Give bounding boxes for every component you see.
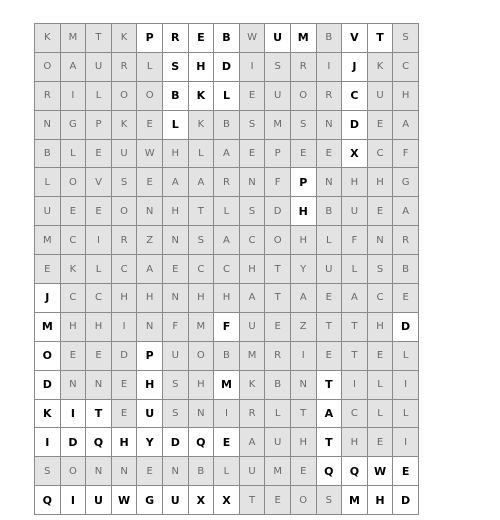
grid-cell[interactable]: N (137, 197, 163, 226)
grid-cell[interactable]: R (162, 24, 188, 53)
grid-row (35, 139, 419, 168)
grid-cell[interactable]: B (35, 139, 61, 168)
grid-cell[interactable]: U (239, 312, 265, 341)
grid-cell[interactable]: R (239, 399, 265, 428)
grid-cell[interactable]: A (60, 52, 86, 81)
grid-row (35, 428, 419, 457)
grid-cell[interactable]: T (342, 341, 368, 370)
grid-cell[interactable]: D (265, 197, 291, 226)
grid-cell[interactable]: E (265, 312, 291, 341)
grid-row (35, 52, 419, 81)
grid-cell[interactable]: T (367, 24, 393, 53)
grid-cell[interactable]: E (60, 341, 86, 370)
grid-cell[interactable]: X (188, 486, 214, 515)
grid-cell[interactable]: A (214, 226, 240, 255)
grid-cell[interactable]: U (316, 255, 342, 284)
grid-cell[interactable]: E (60, 197, 86, 226)
grid-cell[interactable]: L (35, 168, 61, 197)
grid-cell[interactable]: O (290, 486, 316, 515)
grid-cell[interactable]: N (162, 457, 188, 486)
grid-cell[interactable]: J (35, 284, 61, 313)
grid-cell[interactable]: K (35, 24, 61, 53)
grid-cell[interactable]: T (316, 428, 342, 457)
grid-row (35, 486, 419, 515)
grid-cell[interactable]: S (188, 226, 214, 255)
grid-cell[interactable]: R (214, 168, 240, 197)
grid-cell[interactable]: H (162, 139, 188, 168)
grid-row (35, 168, 419, 197)
grid-cell[interactable]: O (265, 226, 291, 255)
grid-cell[interactable]: B (162, 81, 188, 110)
grid-cell[interactable]: M (342, 486, 368, 515)
grid-cell[interactable]: V (342, 24, 368, 53)
grid-cell[interactable]: L (214, 81, 240, 110)
grid-row (35, 24, 419, 53)
grid-cell[interactable]: S (35, 457, 61, 486)
grid-cell[interactable]: T (316, 370, 342, 399)
grid-cell[interactable]: A (162, 168, 188, 197)
grid-cell[interactable]: K (239, 370, 265, 399)
grid-cell[interactable]: C (60, 226, 86, 255)
grid-cell[interactable]: W (367, 457, 393, 486)
grid-cell[interactable]: E (35, 255, 61, 284)
grid-cell[interactable]: H (214, 284, 240, 313)
grid-cell[interactable]: I (290, 341, 316, 370)
grid-cell[interactable]: R (111, 226, 137, 255)
grid-cell[interactable]: M (265, 110, 291, 139)
grid-cell[interactable]: A (239, 428, 265, 457)
grid-cell[interactable]: E (188, 24, 214, 53)
grid-cell[interactable]: S (290, 110, 316, 139)
grid-cell[interactable]: G (60, 110, 86, 139)
grid-cell[interactable]: R (35, 81, 61, 110)
grid-cell[interactable]: D (214, 52, 240, 81)
grid-cell[interactable]: N (239, 168, 265, 197)
grid-cell[interactable]: H (342, 168, 368, 197)
grid-cell[interactable]: K (188, 81, 214, 110)
grid-cell[interactable]: Y (290, 255, 316, 284)
grid-cell[interactable]: I (393, 428, 419, 457)
grid-cell[interactable]: K (188, 110, 214, 139)
grid-cell[interactable]: P (86, 110, 112, 139)
grid-cell[interactable]: S (239, 197, 265, 226)
grid-cell[interactable]: U (239, 457, 265, 486)
grid-cell[interactable]: H (290, 226, 316, 255)
grid-cell[interactable]: C (367, 139, 393, 168)
grid-cell[interactable]: T (342, 312, 368, 341)
grid-cell[interactable]: C (111, 255, 137, 284)
grid-cell[interactable]: N (137, 312, 163, 341)
grid-cell[interactable]: O (290, 81, 316, 110)
grid-cell[interactable]: B (214, 341, 240, 370)
grid-cell[interactable]: U (265, 81, 291, 110)
grid-cell[interactable]: N (316, 110, 342, 139)
grid-cell[interactable]: E (393, 284, 419, 313)
grid-cell[interactable]: H (60, 312, 86, 341)
grid-cell[interactable]: M (214, 370, 240, 399)
grid-cell[interactable]: E (290, 139, 316, 168)
grid-cell[interactable]: K (35, 399, 61, 428)
grid-cell[interactable]: O (111, 81, 137, 110)
grid-cell[interactable]: P (265, 139, 291, 168)
grid-cell[interactable]: V (86, 168, 112, 197)
grid-cell[interactable]: U (35, 197, 61, 226)
grid-cell[interactable]: H (367, 168, 393, 197)
grid-cell[interactable]: R (393, 226, 419, 255)
grid-cell[interactable]: D (162, 428, 188, 457)
grid-cell[interactable]: I (239, 52, 265, 81)
grid-cell[interactable]: N (162, 284, 188, 313)
grid-cell[interactable]: A (137, 255, 163, 284)
grid-cell[interactable]: L (367, 370, 393, 399)
grid-cell[interactable]: T (265, 255, 291, 284)
grid-cell[interactable]: P (290, 168, 316, 197)
grid-cell[interactable]: S (162, 399, 188, 428)
grid-cell[interactable]: T (239, 486, 265, 515)
grid-cell[interactable]: S (111, 168, 137, 197)
grid-cell[interactable]: U (86, 486, 112, 515)
grid-cell[interactable]: B (316, 197, 342, 226)
grid-row (35, 81, 419, 110)
grid-cell[interactable]: E (367, 428, 393, 457)
grid-cell[interactable]: M (239, 341, 265, 370)
grid-cell[interactable]: H (393, 81, 419, 110)
grid-cell[interactable]: H (162, 197, 188, 226)
grid-cell[interactable]: U (162, 486, 188, 515)
grid-cell[interactable]: H (86, 312, 112, 341)
grid-row (35, 110, 419, 139)
grid-cell[interactable]: L (393, 341, 419, 370)
grid-cell[interactable]: U (137, 399, 163, 428)
grid-cell[interactable]: T (86, 24, 112, 53)
grid-cell[interactable]: E (367, 197, 393, 226)
grid-cell[interactable]: E (162, 255, 188, 284)
grid-cell[interactable]: A (188, 168, 214, 197)
grid-cell[interactable]: E (393, 457, 419, 486)
grid-cell[interactable]: A (214, 139, 240, 168)
grid-cell[interactable]: L (86, 255, 112, 284)
grid-cell[interactable]: O (60, 168, 86, 197)
grid-cell[interactable]: D (111, 341, 137, 370)
grid-cell[interactable]: I (60, 81, 86, 110)
grid-cell[interactable]: I (214, 399, 240, 428)
grid-cell[interactable]: B (214, 24, 240, 53)
grid-row (35, 457, 419, 486)
grid-cell[interactable]: I (316, 52, 342, 81)
grid-cell[interactable]: H (342, 428, 368, 457)
grid-cell[interactable]: B (393, 255, 419, 284)
grid-cell[interactable]: J (342, 52, 368, 81)
grid-cell[interactable]: U (162, 341, 188, 370)
grid-cell[interactable]: Z (137, 226, 163, 255)
grid-cell[interactable]: C (393, 52, 419, 81)
grid-cell[interactable]: U (367, 81, 393, 110)
grid-cell[interactable]: L (393, 399, 419, 428)
grid-cell[interactable]: E (265, 486, 291, 515)
grid-cell[interactable]: Q (188, 428, 214, 457)
grid-cell[interactable]: X (214, 486, 240, 515)
grid-cell[interactable]: E (137, 110, 163, 139)
grid-cell[interactable]: E (239, 81, 265, 110)
grid-cell[interactable]: E (137, 457, 163, 486)
grid-cell[interactable]: O (60, 457, 86, 486)
grid-cell[interactable]: F (162, 312, 188, 341)
grid-cell[interactable]: H (188, 370, 214, 399)
grid-cell[interactable]: C (86, 284, 112, 313)
grid-cell[interactable]: S (162, 370, 188, 399)
grid-cell[interactable]: A (316, 399, 342, 428)
grid-cell[interactable]: I (342, 370, 368, 399)
grid-cell[interactable]: Q (342, 457, 368, 486)
grid-cell[interactable]: A (290, 284, 316, 313)
grid-cell[interactable]: D (342, 110, 368, 139)
grid-row (35, 255, 419, 284)
grid-cell[interactable]: N (86, 370, 112, 399)
grid-cell[interactable]: H (290, 197, 316, 226)
grid-cell[interactable]: L (342, 255, 368, 284)
grid-cell[interactable]: L (137, 52, 163, 81)
grid-cell[interactable]: Y (137, 428, 163, 457)
grid-cell[interactable]: F (393, 139, 419, 168)
grid-cell[interactable]: B (214, 110, 240, 139)
grid-cell[interactable]: F (214, 312, 240, 341)
grid-row (35, 312, 419, 341)
grid-cell[interactable]: S (367, 255, 393, 284)
grid-cell[interactable]: D (60, 428, 86, 457)
grid-cell[interactable]: D (35, 370, 61, 399)
grid-cell[interactable]: W (111, 486, 137, 515)
grid-cell[interactable]: R (111, 52, 137, 81)
grid-cell[interactable]: L (162, 110, 188, 139)
grid-cell[interactable]: G (137, 486, 163, 515)
grid-cell[interactable]: E (316, 284, 342, 313)
grid-row (35, 197, 419, 226)
grid-cell[interactable]: D (393, 312, 419, 341)
grid-cell[interactable]: O (188, 341, 214, 370)
grid-cell[interactable]: L (316, 226, 342, 255)
grid-cell[interactable]: E (111, 399, 137, 428)
grid-row (35, 284, 419, 313)
grid-cell[interactable]: H (367, 312, 393, 341)
grid-cell[interactable]: L (214, 457, 240, 486)
grid-cell[interactable]: R (316, 81, 342, 110)
grid-row (35, 370, 419, 399)
grid-cell[interactable]: M (265, 457, 291, 486)
grid-cell[interactable]: P (137, 341, 163, 370)
grid-cell[interactable]: N (290, 370, 316, 399)
grid-row (35, 399, 419, 428)
grid-cell[interactable]: U (265, 24, 291, 53)
grid-cell[interactable]: M (188, 312, 214, 341)
grid-cell[interactable]: C (60, 284, 86, 313)
grid-cell[interactable]: E (214, 428, 240, 457)
grid-cell[interactable]: E (290, 457, 316, 486)
grid-cell[interactable]: H (111, 284, 137, 313)
grid-cell[interactable]: C (214, 255, 240, 284)
grid-cell[interactable]: S (265, 52, 291, 81)
grid-cell[interactable]: E (367, 110, 393, 139)
grid-cell[interactable]: F (342, 226, 368, 255)
grid-cell[interactable]: E (137, 168, 163, 197)
grid-cell[interactable]: O (35, 341, 61, 370)
grid-cell[interactable]: B (316, 24, 342, 53)
grid-cell[interactable]: L (367, 399, 393, 428)
grid-cell[interactable]: U (86, 52, 112, 81)
grid-cell[interactable]: K (111, 24, 137, 53)
grid-cell[interactable]: E (86, 341, 112, 370)
grid-cell[interactable]: M (60, 24, 86, 53)
grid-cell[interactable]: A (239, 284, 265, 313)
grid-cell[interactable]: S (239, 110, 265, 139)
grid-cell[interactable]: F (265, 168, 291, 197)
grid-cell[interactable]: C (367, 284, 393, 313)
grid-cell[interactable]: Q (35, 486, 61, 515)
grid-cell[interactable]: E (239, 139, 265, 168)
grid-cell[interactable]: U (342, 197, 368, 226)
grid-cell[interactable]: C (342, 399, 368, 428)
grid-cell[interactable]: B (188, 457, 214, 486)
grid-cell[interactable]: I (35, 428, 61, 457)
grid-cell[interactable]: L (265, 399, 291, 428)
grid-cell[interactable]: N (316, 168, 342, 197)
grid-cell[interactable]: N (188, 399, 214, 428)
grid-cell[interactable]: C (188, 255, 214, 284)
grid-cell[interactable]: P (137, 24, 163, 53)
grid-cell[interactable]: Z (290, 312, 316, 341)
grid-cell[interactable]: M (35, 226, 61, 255)
grid-cell[interactable]: H (290, 428, 316, 457)
grid-cell[interactable]: R (290, 52, 316, 81)
grid-cell[interactable]: E (316, 341, 342, 370)
grid-cell[interactable]: G (393, 168, 419, 197)
grid-cell[interactable]: M (35, 312, 61, 341)
grid-cell[interactable]: H (137, 284, 163, 313)
grid-cell[interactable]: H (137, 370, 163, 399)
grid-cell[interactable]: T (290, 399, 316, 428)
grid-cell[interactable]: U (265, 428, 291, 457)
grid-cell[interactable]: K (367, 52, 393, 81)
grid-cell[interactable]: H (367, 486, 393, 515)
grid-cell[interactable]: N (35, 110, 61, 139)
grid-cell[interactable]: I (393, 370, 419, 399)
grid-row (35, 226, 419, 255)
grid-cell[interactable]: N (86, 457, 112, 486)
grid-cell[interactable]: S (393, 24, 419, 53)
grid-cell[interactable]: N (162, 226, 188, 255)
grid-cell[interactable]: K (60, 255, 86, 284)
grid-cell[interactable]: H (188, 52, 214, 81)
grid-cell[interactable]: M (290, 24, 316, 53)
grid-cell[interactable]: L (86, 81, 112, 110)
grid-cell[interactable]: A (393, 197, 419, 226)
grid-cell[interactable]: W (137, 139, 163, 168)
grid-cell[interactable]: I (60, 399, 86, 428)
grid-cell[interactable]: R (265, 341, 291, 370)
grid-cell[interactable]: I (60, 486, 86, 515)
grid-cell[interactable]: H (239, 255, 265, 284)
grid-cell[interactable]: H (111, 428, 137, 457)
grid-cell[interactable]: K (111, 110, 137, 139)
grid-cell[interactable]: N (111, 457, 137, 486)
grid-cell[interactable]: T (86, 399, 112, 428)
grid-cell[interactable]: S (316, 486, 342, 515)
grid-cell[interactable]: E (367, 341, 393, 370)
grid-cell[interactable]: E (316, 139, 342, 168)
grid-cell[interactable]: Q (316, 457, 342, 486)
grid-cell[interactable]: H (188, 284, 214, 313)
grid-cell[interactable]: I (111, 312, 137, 341)
grid-cell[interactable]: Q (86, 428, 112, 457)
word-search-grid (34, 23, 419, 515)
grid-cell[interactable]: D (393, 486, 419, 515)
grid-cell[interactable]: T (265, 284, 291, 313)
grid-cell[interactable]: L (214, 197, 240, 226)
grid-cell[interactable]: T (316, 312, 342, 341)
grid-cell[interactable]: N (367, 226, 393, 255)
grid-cell[interactable]: I (86, 226, 112, 255)
grid-cell[interactable]: L (60, 139, 86, 168)
grid-row (35, 341, 419, 370)
grid-cell[interactable]: O (35, 52, 61, 81)
grid-cell[interactable]: L (188, 139, 214, 168)
grid-cell[interactable]: C (342, 81, 368, 110)
grid-cell[interactable]: E (86, 139, 112, 168)
grid-cell[interactable]: T (188, 197, 214, 226)
grid-cell[interactable]: X (342, 139, 368, 168)
grid-cell[interactable]: O (111, 197, 137, 226)
grid-cell[interactable]: N (60, 370, 86, 399)
grid-cell[interactable]: U (111, 139, 137, 168)
grid-cell[interactable]: O (137, 81, 163, 110)
grid-cell[interactable]: S (162, 52, 188, 81)
grid-cell[interactable]: W (239, 24, 265, 53)
grid-cell[interactable]: E (86, 197, 112, 226)
grid-cell[interactable]: E (111, 370, 137, 399)
grid-cell[interactable]: A (393, 110, 419, 139)
grid-cell[interactable]: C (239, 226, 265, 255)
grid-cell[interactable]: A (342, 284, 368, 313)
grid-cell[interactable]: B (265, 370, 291, 399)
